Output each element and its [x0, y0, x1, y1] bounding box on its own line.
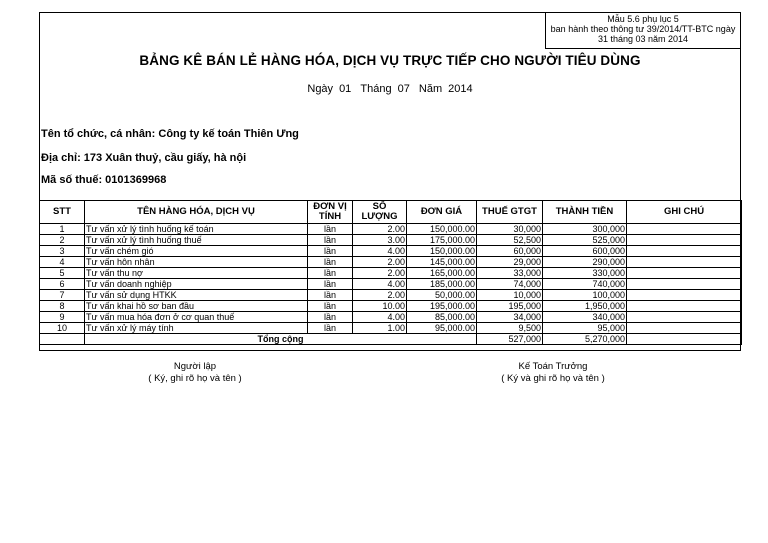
table-row	[40, 312, 742, 323]
row-stt: 6	[40, 279, 85, 290]
row-note	[627, 224, 742, 235]
total-amount: 5,270,000	[543, 334, 627, 345]
header-note: GHI CHÚ	[627, 201, 742, 224]
org-address: Địa chỉ: 173 Xuân thuỷ, cầu giấy, hà nội	[41, 152, 247, 164]
header-quantity: SỐ LƯỢNG	[353, 201, 407, 224]
row-quantity: 10.00	[353, 301, 407, 312]
row-item-name: Tư vấn hôn nhân	[85, 257, 308, 268]
header-item-name: TÊN HÀNG HÓA, DỊCH VỤ	[85, 201, 308, 224]
row-quantity: 2.00	[353, 224, 407, 235]
row-vat: 74,000	[477, 279, 543, 290]
row-stt: 2	[40, 235, 85, 246]
row-vat: 52,500	[477, 235, 543, 246]
row-vat: 9,500	[477, 323, 543, 334]
row-unit: lần	[308, 224, 353, 235]
row-unit-price: 85,000.00	[407, 312, 477, 323]
row-vat: 10,000	[477, 290, 543, 301]
row-unit: lần	[308, 268, 353, 279]
chief-accountant-title: Kế Toán Trưởng	[518, 361, 588, 372]
chief-accountant-signature	[493, 361, 613, 385]
total-empty-cell	[40, 334, 85, 345]
row-note	[627, 312, 742, 323]
row-quantity: 2.00	[353, 268, 407, 279]
year-label: Năm	[418, 83, 443, 95]
table-row	[40, 235, 742, 246]
row-stt: 3	[40, 246, 85, 257]
row-stt: 1	[40, 224, 85, 235]
row-amount: 525,000	[543, 235, 627, 246]
preparer-title: Người lập	[173, 361, 217, 372]
row-amount: 290,000	[543, 257, 627, 268]
row-quantity: 4.00	[353, 312, 407, 323]
row-unit: lần	[308, 290, 353, 301]
table-row	[40, 268, 742, 279]
table-row	[40, 290, 742, 301]
form-reference-box	[545, 12, 741, 49]
row-unit-price: 95,000.00	[407, 323, 477, 334]
year-value: 2014	[448, 83, 473, 95]
row-item-name: Tư vấn sử dụng HTKK	[85, 290, 308, 301]
row-note	[627, 257, 742, 268]
table-row	[40, 323, 742, 334]
table-row	[40, 224, 742, 235]
row-item-name: Tư vấn khai hồ sơ ban đầu	[85, 301, 308, 312]
row-unit-price: 175,000.00	[407, 235, 477, 246]
row-note	[627, 246, 742, 257]
row-stt: 8	[40, 301, 85, 312]
row-vat: 29,000	[477, 257, 543, 268]
org-name: Tên tổ chức, cá nhân: Công ty kế toán Thiên Ưng	[41, 128, 299, 140]
form-ref-line-1: Mẫu 5.6 phụ lục 5	[607, 14, 679, 24]
row-unit-price: 150,000.00	[407, 224, 477, 235]
row-unit-price: 145,000.00	[407, 257, 477, 268]
row-unit: lần	[308, 312, 353, 323]
row-item-name: Tư vấn xử lý máy tính	[85, 323, 308, 334]
row-unit-price: 150,000.00	[407, 246, 477, 257]
row-note	[627, 279, 742, 290]
row-stt: 7	[40, 290, 85, 301]
row-quantity: 2.00	[353, 290, 407, 301]
row-unit-price: 185,000.00	[407, 279, 477, 290]
month-value: 07	[397, 83, 410, 95]
row-amount: 95,000	[543, 323, 627, 334]
day-label: Ngày	[307, 83, 334, 95]
header-unit: ĐƠN VỊ TÍNH	[308, 201, 353, 224]
row-note	[627, 301, 742, 312]
row-unit: lần	[308, 301, 353, 312]
date-line	[39, 83, 741, 95]
row-item-name: Tư vấn thu nợ	[85, 268, 308, 279]
row-note	[627, 235, 742, 246]
table-row	[40, 301, 742, 312]
header-amount: THÀNH TIỀN	[543, 201, 627, 224]
preparer-signature	[140, 361, 250, 385]
row-amount: 330,000	[543, 268, 627, 279]
header-unit-price: ĐƠN GIÁ	[407, 201, 477, 224]
row-item-name: Tư vấn xử lý tình huống kế toán	[85, 224, 308, 235]
day-value: 01	[339, 83, 352, 95]
row-unit: lần	[308, 235, 353, 246]
row-item-name: Tư vấn mua hóa đơn ở cơ quan thuế	[85, 312, 308, 323]
row-vat: 34,000	[477, 312, 543, 323]
row-vat: 60,000	[477, 246, 543, 257]
tax-code: Mã số thuế: 0101369968	[41, 174, 167, 186]
month-label: Tháng	[360, 83, 392, 95]
row-unit: lần	[308, 279, 353, 290]
row-vat: 33,000	[477, 268, 543, 279]
row-amount: 740,000	[543, 279, 627, 290]
form-ref-line-3: 31 tháng 03 năm 2014	[597, 34, 689, 44]
row-vat: 195,000	[477, 301, 543, 312]
total-vat: 527,000	[477, 334, 543, 345]
row-item-name: Tư vấn doanh nghiệp	[85, 279, 308, 290]
header-vat: THUẾ GTGT	[477, 201, 543, 224]
row-quantity: 4.00	[353, 246, 407, 257]
row-item-name: Tư vấn xử lý tình huống thuế	[85, 235, 308, 246]
total-note	[627, 334, 742, 345]
row-amount: 340,000	[543, 312, 627, 323]
row-amount: 600,000	[543, 246, 627, 257]
total-row	[40, 334, 742, 345]
row-quantity: 1.00	[353, 323, 407, 334]
row-item-name: Tư vấn chém gió	[85, 246, 308, 257]
table-row	[40, 279, 742, 290]
chief-accountant-note: ( Ký và ghi rõ họ và tên )	[501, 373, 605, 384]
row-quantity: 3.00	[353, 235, 407, 246]
row-unit-price: 165,000.00	[407, 268, 477, 279]
header-stt: STT	[40, 201, 85, 224]
row-stt: 9	[40, 312, 85, 323]
table-row	[40, 257, 742, 268]
row-stt: 5	[40, 268, 85, 279]
row-amount: 1,950,000	[543, 301, 627, 312]
table-row	[40, 246, 742, 257]
items-table	[39, 200, 742, 345]
row-quantity: 4.00	[353, 279, 407, 290]
row-amount: 100,000	[543, 290, 627, 301]
row-note	[627, 323, 742, 334]
row-unit: lần	[308, 246, 353, 257]
row-unit-price: 195,000.00	[407, 301, 477, 312]
row-unit: lần	[308, 323, 353, 334]
row-quantity: 2.00	[353, 257, 407, 268]
row-amount: 300,000	[543, 224, 627, 235]
row-note	[627, 268, 742, 279]
total-label: Tổng cộng	[85, 334, 477, 345]
row-unit-price: 50,000.00	[407, 290, 477, 301]
table-header-row	[40, 201, 742, 224]
document-title: BẢNG KÊ BÁN LẺ HÀNG HÓA, DỊCH VỤ TRỰC TIẾP CHO NGƯỜI TIÊU DÙNG	[139, 53, 641, 68]
row-unit: lần	[308, 257, 353, 268]
form-ref-line-2: ban hành theo thông tư 39/2014/TT-BTC ngày	[550, 24, 736, 34]
row-note	[627, 290, 742, 301]
row-stt: 4	[40, 257, 85, 268]
preparer-note: ( Ký, ghi rõ họ và tên )	[148, 373, 242, 384]
row-vat: 30,000	[477, 224, 543, 235]
row-stt: 10	[40, 323, 85, 334]
